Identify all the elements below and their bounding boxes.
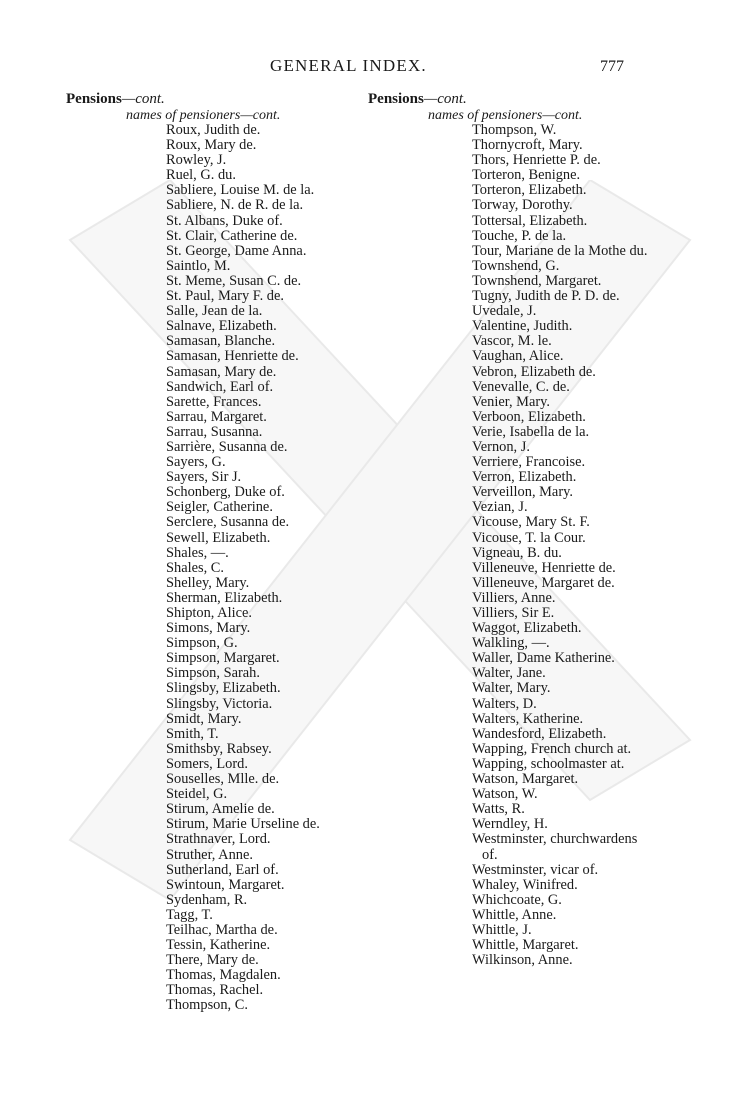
page-header <box>0 50 754 80</box>
index-entry: St. George, Dame Anna. <box>166 242 307 259</box>
index-entry: Sydenham, R. <box>166 891 248 908</box>
index-entry: Struther, Anne. <box>166 846 253 863</box>
index-entry: Samasan, Henriette de. <box>166 348 299 365</box>
index-entry: Sabliere, N. de R. de la. <box>166 197 304 214</box>
index-entry: Serclere, Susanna de. <box>166 514 290 531</box>
index-entry: Sherman, Elizabeth. <box>166 589 283 606</box>
index-entry: Roux, Mary de. <box>166 137 257 154</box>
index-entry: Verie, Isabella de la. <box>472 423 590 440</box>
index-entry: Sandwich, Earl of. <box>166 378 274 395</box>
index-entry: Watts, R. <box>472 801 525 818</box>
index-entry: Teilhac, Martha de. <box>166 921 278 938</box>
index-entry: Westminster, vicar of. <box>472 861 599 878</box>
index-entry: Tottersal, Elizabeth. <box>472 212 588 229</box>
index-entry: Wapping, schoolmaster at. <box>472 755 625 772</box>
right-column <box>368 90 658 968</box>
index-entry: Whittle, Margaret. <box>472 937 579 954</box>
index-entry: Tugny, Judith de P. D. de. <box>472 288 620 305</box>
index-entry: Vicouse, T. la Cour. <box>472 529 586 546</box>
index-entry: Souselles, Mlle. de. <box>166 771 280 788</box>
index-entry: Shales, —. <box>166 544 229 561</box>
index-entry: Thomas, Magdalen. <box>166 967 281 984</box>
index-entry: Sarette, Frances. <box>166 393 262 410</box>
index-entry: Sarrière, Susanna de. <box>166 438 288 455</box>
index-entry: Valentine, Judith. <box>472 318 573 335</box>
index-entry: Strathnaver, Lord. <box>166 831 271 848</box>
page-number: 777 <box>600 58 624 75</box>
index-entry: Slingsby, Victoria. <box>166 695 273 712</box>
index-entry: There, Mary de. <box>166 952 259 969</box>
section-heading <box>368 90 658 108</box>
section-heading <box>66 90 366 108</box>
entry-list <box>368 123 658 968</box>
index-entry: Shales, C. <box>166 559 224 576</box>
index-entry: Verveillon, Mary. <box>472 484 573 501</box>
index-entry: Venevalle, C. de. <box>472 378 570 395</box>
index-entry: Stirum, Amelie de. <box>166 801 275 818</box>
subheading: names of pensioners—cont. <box>428 108 583 123</box>
index-entry: Sayers, Sir J. <box>166 469 242 486</box>
index-entry: Simons, Mary. <box>166 620 251 637</box>
index-entry: Villiers, Anne. <box>472 589 556 606</box>
index-entry: Whaley, Winifred. <box>472 876 578 893</box>
index-entry: Thompson, W. <box>472 122 557 138</box>
section-cont: —cont. <box>121 91 165 107</box>
section-label: Pensions <box>66 91 122 107</box>
index-entry: St. Clair, Catherine de. <box>166 227 298 244</box>
section-label: Pensions <box>368 91 424 107</box>
index-entry: Verron, Elizabeth. <box>472 469 577 486</box>
index-entry: Watson, Margaret. <box>472 771 579 788</box>
index-entry: Townshend, Margaret. <box>472 272 602 289</box>
index-entry: Thomas, Rachel. <box>166 982 264 999</box>
index-entry: Seigler, Catherine. <box>166 499 273 516</box>
index-entry: Tessin, Katherine. <box>166 937 271 954</box>
index-entry: Samasan, Mary de. <box>166 363 277 380</box>
index-entry: Whichcoate, G. <box>472 891 562 908</box>
index-entry: Villiers, Sir E. <box>472 605 555 621</box>
index-entry: Torway, Dorothy. <box>472 197 573 214</box>
index-entry: Wilkinson, Anne. <box>472 952 573 969</box>
index-entry: Vicouse, Mary St. F. <box>472 514 590 531</box>
left-column <box>66 90 366 1014</box>
index-entry: Smidt, Mary. <box>166 710 242 727</box>
index-entry: Sayers, G. <box>166 454 226 471</box>
index-entry: St. Meme, Susan C. de. <box>166 272 302 289</box>
index-entry: Vebron, Elizabeth de. <box>472 363 596 380</box>
index-entry: Saintlo, M. <box>166 257 231 274</box>
index-entry: Thors, Henriette P. de. <box>472 152 601 169</box>
index-entry: Torteron, Elizabeth. <box>472 182 587 199</box>
index-entry: Whittle, J. <box>472 921 532 938</box>
index-entry: Thompson, C. <box>166 997 248 1014</box>
index-entry: St. Albans, Duke of. <box>166 212 283 229</box>
index-entry: Shelley, Mary. <box>166 574 250 591</box>
index-entry: Smithsby, Rabsey. <box>166 740 272 757</box>
index-entry: Sarrau, Susanna. <box>166 423 263 440</box>
index-entry: Vezian, J. <box>472 499 528 516</box>
index-entry: Walter, Jane. <box>472 665 546 682</box>
index-entry: Sabliere, Louise M. de la. <box>166 182 315 199</box>
index-entry: Schonberg, Duke of. <box>166 484 285 501</box>
index-entry: Thornycroft, Mary. <box>472 137 583 154</box>
index-entry: Simpson, Sarah. <box>166 665 260 682</box>
index-entry: Sewell, Elizabeth. <box>166 529 271 546</box>
section-cont: —cont. <box>423 91 467 107</box>
index-entry: Rowley, J. <box>166 152 227 169</box>
index-entry: Waggot, Elizabeth. <box>472 620 582 637</box>
index-entry: Westminster, churchwardens of. <box>472 831 638 863</box>
index-entry: Wapping, French church at. <box>472 740 632 757</box>
index-entry: Sarrau, Margaret. <box>166 408 267 425</box>
index-entry: Walters, D. <box>472 695 537 712</box>
index-entry: Whittle, Anne. <box>472 906 557 923</box>
index-entry: St. Paul, Mary F. de. <box>166 288 284 305</box>
index-entry: Tour, Mariane de la Mothe du. <box>472 242 648 259</box>
index-entry: Salnave, Elizabeth. <box>166 318 277 335</box>
index-entry: Simpson, Margaret. <box>166 650 280 667</box>
index-entry: Vaughan, Alice. <box>472 348 564 365</box>
index-entry: Verboon, Elizabeth. <box>472 408 586 425</box>
index-entry: Roux, Judith de. <box>166 122 261 138</box>
page-title: GENERAL INDEX. <box>270 56 427 75</box>
index-entry: Vascor, M. le. <box>472 333 552 350</box>
index-entry: Shipton, Alice. <box>166 605 252 621</box>
index-entry: Torteron, Benigne. <box>472 167 581 184</box>
index-entry: Vigneau, B. du. <box>472 544 562 561</box>
index-entry: Watson, W. <box>472 786 538 803</box>
index-entry: Werndley, H. <box>472 816 548 833</box>
entry-list <box>66 123 366 1014</box>
index-entry: Swintoun, Margaret. <box>166 876 285 893</box>
index-entry: Verriere, Francoise. <box>472 454 586 471</box>
index-entry: Venier, Mary. <box>472 393 551 410</box>
index-entry: Simpson, G. <box>166 635 238 652</box>
index-entry: Tagg, T. <box>166 906 213 923</box>
index-entry: Samasan, Blanche. <box>166 333 276 350</box>
index-entry: Uvedale, J. <box>472 303 537 320</box>
index-entry: Vernon, J. <box>472 438 530 455</box>
index-entry: Walters, Katherine. <box>472 710 584 727</box>
subheading: names of pensioners—cont. <box>126 108 281 123</box>
index-entry: Walter, Mary. <box>472 680 551 697</box>
index-entry: Waller, Dame Katherine. <box>472 650 615 667</box>
index-entry: Steidel, G. <box>166 786 228 803</box>
index-entry: Slingsby, Elizabeth. <box>166 680 281 697</box>
index-entry: Villeneuve, Henriette de. <box>472 559 616 576</box>
index-entry: Salle, Jean de la. <box>166 303 263 320</box>
index-entry: Stirum, Marie Urseline de. <box>166 816 320 833</box>
index-entry: Smith, T. <box>166 725 219 742</box>
index-entry: Villeneuve, Margaret de. <box>472 574 615 591</box>
index-entry: Sutherland, Earl of. <box>166 861 279 878</box>
index-entry: Townshend, G. <box>472 257 560 274</box>
index-entry: Wandesford, Elizabeth. <box>472 725 607 742</box>
index-entry: Touche, P. de la. <box>472 227 567 244</box>
index-entry: Somers, Lord. <box>166 755 248 772</box>
index-entry: Ruel, G. du. <box>166 167 236 184</box>
index-entry: Walkling, —. <box>472 635 550 652</box>
